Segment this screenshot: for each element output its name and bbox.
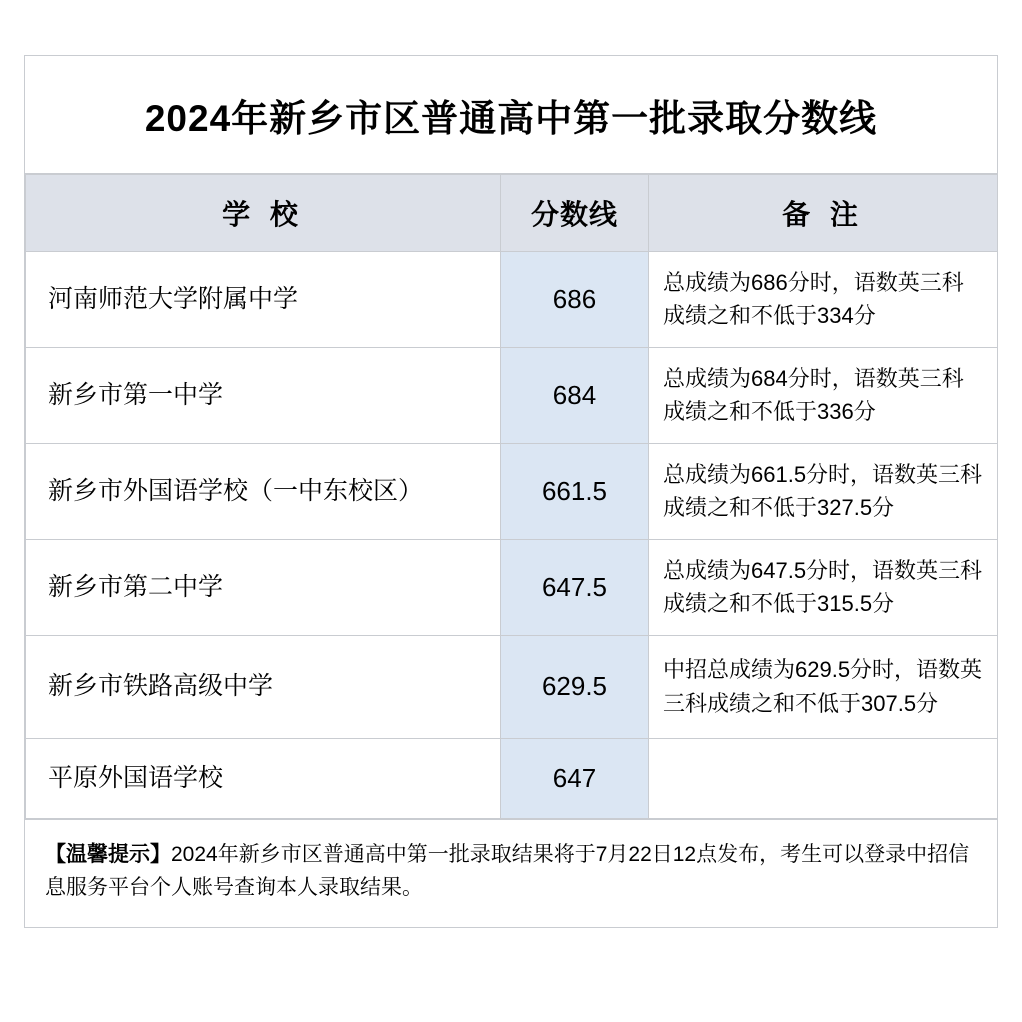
cell-note: 总成绩为647.5分时，语数英三科成绩之和不低于315.5分: [649, 539, 998, 635]
cell-note: 总成绩为661.5分时，语数英三科成绩之和不低于327.5分: [649, 443, 998, 539]
cell-school: 河南师范大学附属中学: [26, 252, 501, 348]
table-row: [26, 443, 998, 539]
footnote-label: 【温馨提示】: [45, 842, 171, 866]
column-header-note: 备 注: [649, 175, 998, 252]
cell-note: [649, 738, 998, 818]
table-header-row: [26, 175, 998, 252]
page-title: 2024年新乡市区普通高中第一批录取分数线: [144, 97, 878, 139]
footnote: [25, 819, 997, 927]
cell-note: 总成绩为686分时，语数英三科成绩之和不低于334分: [649, 252, 998, 348]
cell-school: 平原外国语学校: [26, 738, 501, 818]
cell-school: 新乡市外国语学校（一中东校区）: [26, 443, 501, 539]
table-row: [26, 347, 998, 443]
table-row: [26, 738, 998, 818]
cell-score: 686: [501, 252, 649, 348]
admission-score-table: [25, 174, 998, 819]
cell-school: 新乡市第二中学: [26, 539, 501, 635]
table-row: [26, 252, 998, 348]
table-body: [26, 252, 998, 819]
table-header: [26, 175, 998, 252]
cell-score: 629.5: [501, 635, 649, 738]
cell-school: 新乡市第一中学: [26, 347, 501, 443]
cell-school: 新乡市铁路高级中学: [26, 635, 501, 738]
cell-score: 647.5: [501, 539, 649, 635]
cell-score: 647: [501, 738, 649, 818]
cell-score: 684: [501, 347, 649, 443]
title-bar: [25, 56, 997, 174]
column-header-school: 学 校: [26, 175, 501, 252]
cell-note: 中招总成绩为629.5分时，语数英三科成绩之和不低于307.5分: [649, 635, 998, 738]
cell-note: 总成绩为684分时，语数英三科成绩之和不低于336分: [649, 347, 998, 443]
table-row: [26, 635, 998, 738]
score-card: [24, 55, 998, 928]
table-row: [26, 539, 998, 635]
cell-score: 661.5: [501, 443, 649, 539]
column-header-score: 分数线: [501, 175, 649, 252]
footnote-text: 2024年新乡市区普通高中第一批录取结果将于7月22日12点发布，考生可以登录中招信息服务平台个人账号查询本人录取结果。: [45, 842, 970, 900]
